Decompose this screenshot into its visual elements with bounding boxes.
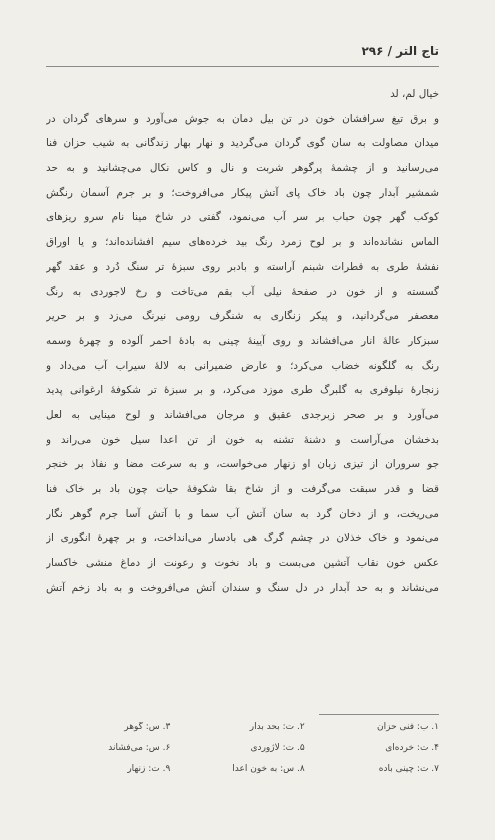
text-line: خیال لم، لد	[390, 88, 439, 100]
text-line: رنگ به گلگونه خضاب می‌کرد؛ و عارض ضمیرانی به لالهٔ سیراب آب می‌داد و	[46, 359, 439, 372]
text-line: می‌نشاند و به حد آبدار در دل سنگ و سندان آتش می‌افروخت و به باد زخم آتش	[46, 581, 439, 594]
footnote-item: ۱. ب: فنی حزان	[377, 722, 439, 732]
footnote-item: ۵. ت: لاژوردی	[250, 743, 305, 753]
footnote-item: ۴. ت: خرده‌ای	[385, 743, 439, 753]
running-header: تاج التر / ۲۹۶	[361, 44, 439, 58]
text-line: قضا و قدر سبقت می‌گرفت و از شاخ بقا شکوفهٔ حیات چون باد بر خاک فنا	[46, 483, 439, 495]
text-line: می‌رسانید و از چشمهٔ پرگوهر شربت و نال و کاس نکال می‌چشانید و به حد	[46, 162, 439, 175]
text-line: می‌آورد و بر صحر زبرجدی عقیق و مرجان می‌افشاند و لوح مینایی به لعل	[46, 408, 439, 421]
footnote-item: ۳. س: گوهر	[124, 722, 171, 732]
text-line: عکس خون نقاب آتشین می‌بست و باد نخوت و رعونت از دماغ منشی خاکسار	[46, 557, 439, 570]
header-divider	[46, 66, 439, 67]
text-line: بدخشان می‌آراست و دشنهٔ تشنه به خون از تن اعدا سیل خون می‌راند و	[46, 433, 439, 446]
footnotes	[46, 722, 439, 774]
text-line: الماس نشانده‌اند و بر لوح زمرد رنگ بید خرده‌های سیم افشانده‌اند؛ و یا اوراق	[46, 236, 439, 249]
text-line: شمشیر آبدار چون باد خاک پای آتش پیکار می‌افروخت؛ و بر جرم آسمان رنگش	[46, 186, 439, 199]
footnote-divider	[319, 714, 439, 715]
text-line: میدان مصاولت به سان گوی گردان می‌گردید و نهار بهار زندگانی به شیب حزان فنا	[46, 137, 439, 150]
text-line: کوکب گهر چون حباب بر سر آب می‌نمود، گفتی در شاخ مینا نام سرو ریزهای	[46, 211, 439, 224]
footnote-item: ۸. س: به خون اعدا	[232, 764, 305, 774]
text-line: و برق تیغ سرافشان خون در تن بیل دمان به جوش می‌آورد و سرهای گردان در	[46, 112, 439, 125]
footnote-item: ۹. ت: زنهار	[127, 764, 171, 774]
text-line: سبزکار عالهٔ انار می‌افشاند و روی آیینهٔ چینی به بادهٔ احمر آلوده و چهرهٔ وسمه	[46, 334, 439, 347]
main-text	[46, 82, 439, 600]
text-line: گسسته و از خون در صفحهٔ نیلی آب بقم می‌تاخت و رخ لاجوردی به رنگ	[46, 285, 439, 298]
text-line: می‌نمود و خاک خذلان در چشم گرگ هی بادسار می‌انداخت، و بر چهرهٔ انگوری از	[46, 532, 439, 545]
footnote-item: ۲. ت: بحد بدار	[249, 722, 305, 732]
text-line: نفشهٔ طری به قطرات شبنم آراسته و بادبر روی سبزهٔ تر سنگ دُرد و عقد گهر	[46, 260, 439, 273]
text-line: جو سروران از تیزی زبان او زنهار می‌خواست، و به سرعت مضا و نفاذ بر خنجر	[46, 458, 439, 471]
footnote-item: ۶. س: می‌فشاند	[108, 743, 171, 753]
text-line: زنجارهٔ نیلوفری به گلبرگ طری موزد می‌کرد، و بر سبزهٔ تر شکوفهٔ ارغوانی پدید	[46, 384, 439, 397]
footnote-item: ۷. ت: چینی باده	[378, 764, 439, 774]
text-line: می‌ریخت، و از دخان گرد به سان آتش آب سما و با آتش آسا جرم گوهر نگار	[46, 507, 439, 520]
text-line: معصفر می‌گردانید، و پیکر زنگاری به شنگرف رومی نیرنگ می‌زد و بر حریر	[46, 310, 439, 323]
